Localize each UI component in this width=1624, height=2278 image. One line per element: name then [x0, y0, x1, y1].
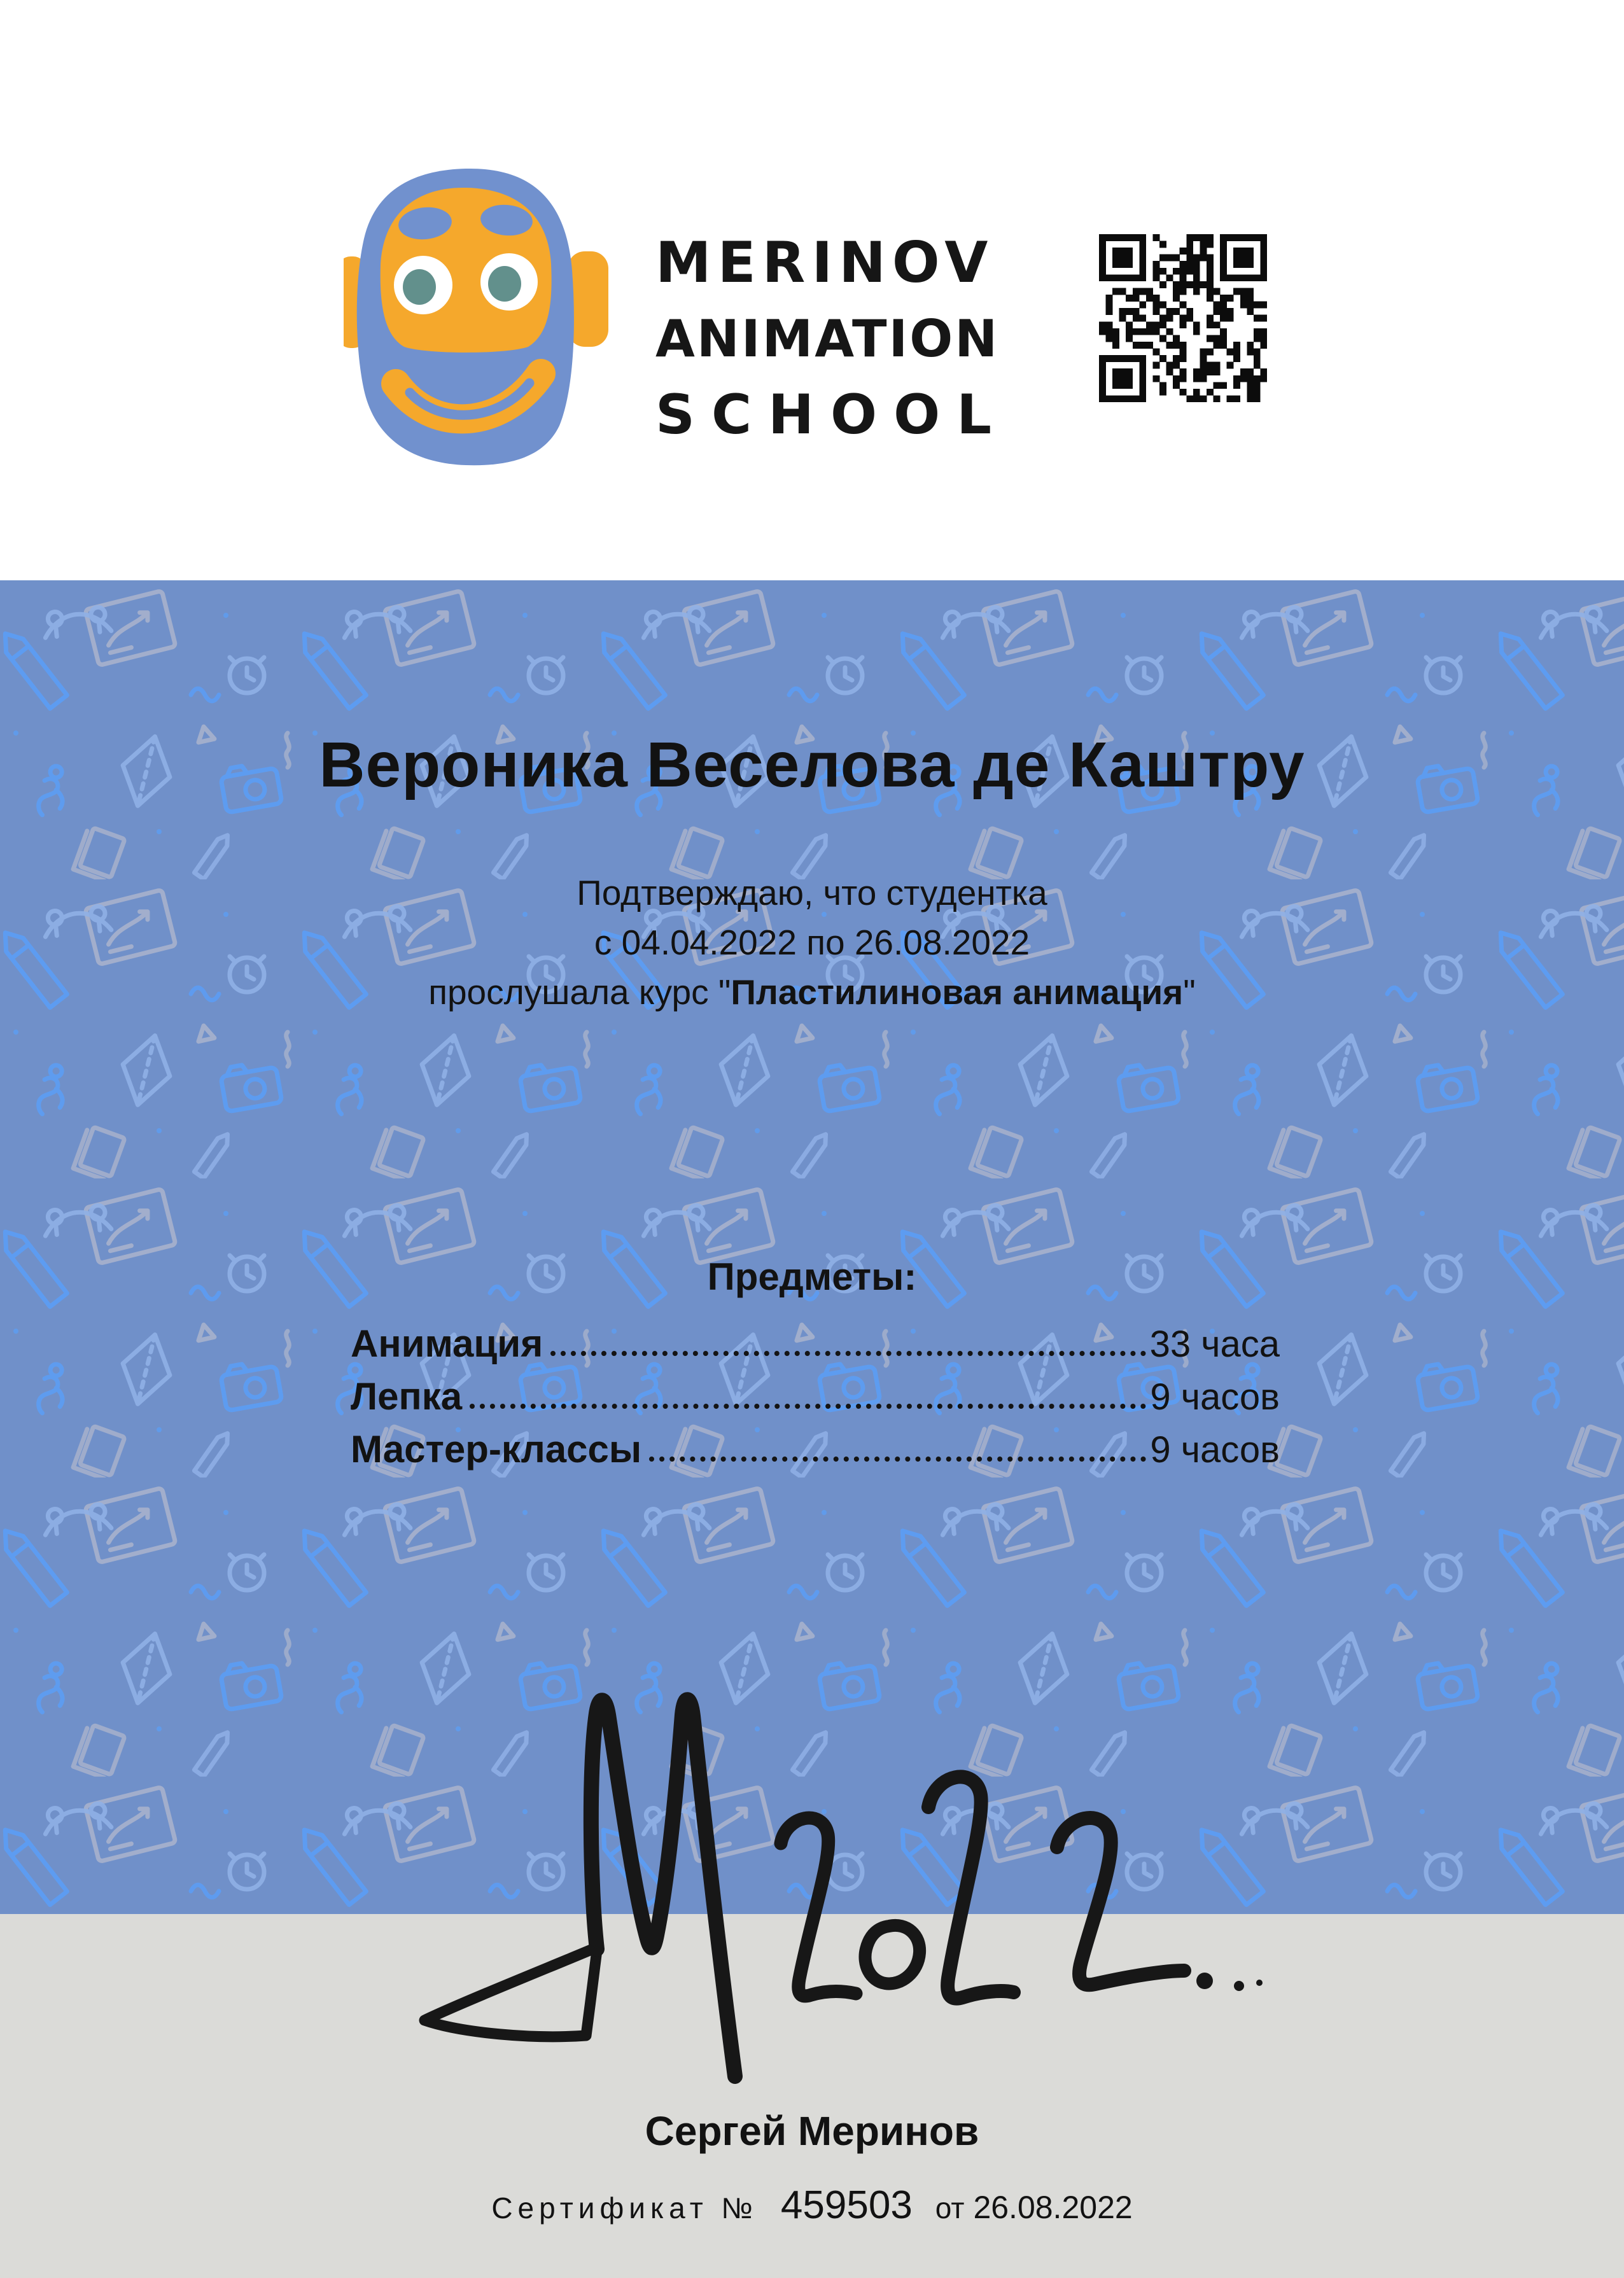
subjects-heading: Предметы: — [707, 1255, 917, 1298]
subject-hours: 9 часов — [1150, 1376, 1280, 1418]
statement-line-3-prefix: прослушала курс " — [428, 972, 731, 1012]
dotted-leader — [550, 1351, 1145, 1356]
subject-row — [351, 1375, 1280, 1418]
wordmark-line-1: MERINOV — [655, 229, 995, 295]
subject-hours: 33 часа — [1149, 1324, 1280, 1365]
robot-logo-icon — [344, 162, 624, 468]
certificate-number-label: Сертификат № — [491, 2191, 758, 2225]
certificate-date: 26.08.2022 — [973, 2190, 1133, 2225]
dotted-leader — [470, 1404, 1146, 1409]
certificate-number: 459503 — [780, 2183, 913, 2227]
subject-name: Анимация — [351, 1322, 543, 1365]
statement-line-2: с 04.04.2022 по 26.08.2022 — [594, 923, 1030, 962]
subject-row — [351, 1430, 1280, 1471]
school-wordmark — [655, 224, 1008, 453]
subject-hours: 9 часов — [1150, 1429, 1280, 1471]
wordmark-line-2: ANIMATION — [655, 309, 1000, 368]
wordmark-line-3: SCHOOL — [655, 383, 1009, 447]
student-name: Вероника Веселова де Каштру — [319, 729, 1305, 800]
signer-name: Сергей Меринов — [645, 2108, 979, 2154]
subject-name: Лепка — [351, 1375, 463, 1418]
statement — [0, 868, 1624, 1017]
dotted-leader — [649, 1457, 1146, 1462]
statement-line-3 — [0, 967, 1624, 1017]
certificate-date-preposition: от — [935, 2191, 965, 2225]
subjects-list — [351, 1322, 1280, 1483]
statement-line-3-suffix: " — [1183, 972, 1196, 1012]
subject-row — [351, 1322, 1280, 1366]
certificate-number-line — [0, 2183, 1624, 2228]
signature-image — [366, 1677, 1295, 2109]
course-name: Пластилиновая анимация — [731, 972, 1184, 1012]
subject-name: Мастер-классы — [351, 1428, 642, 1471]
statement-line-1: Подтверждаю, что студентка — [577, 873, 1047, 912]
qr-code-image — [1099, 234, 1267, 402]
